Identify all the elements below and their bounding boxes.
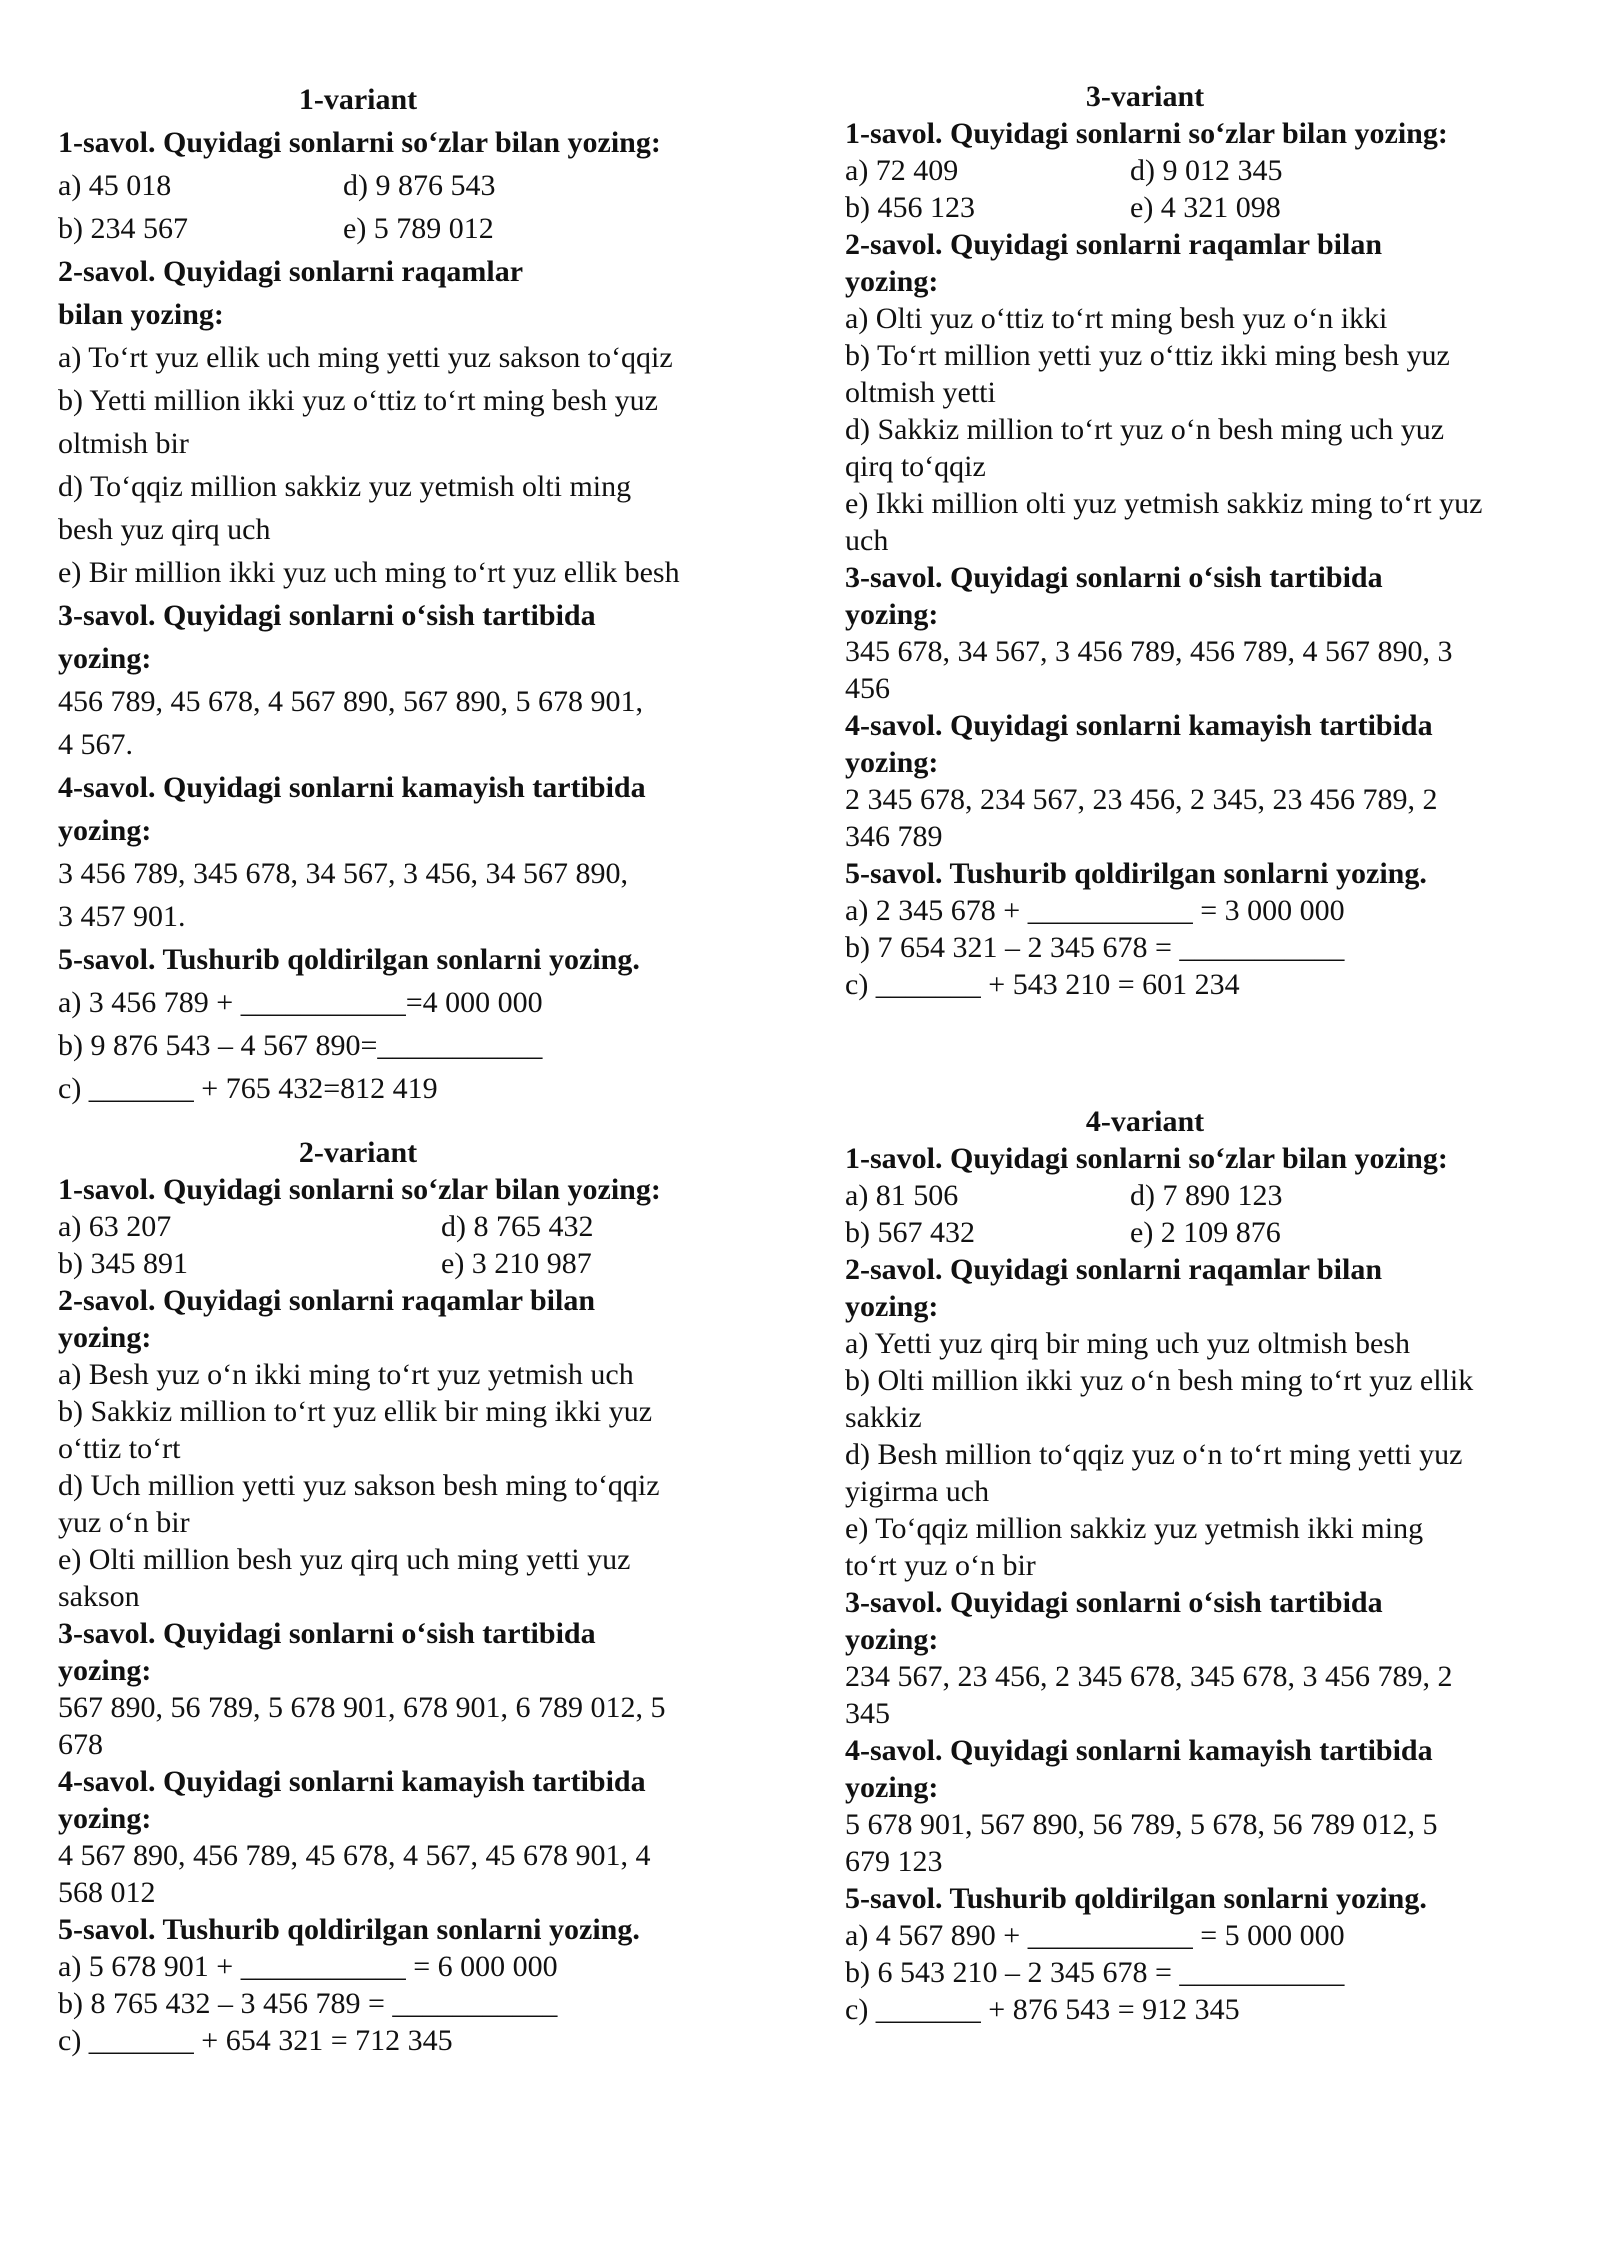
question-1-row xyxy=(845,189,1545,226)
question-1-heading: 1-savol. Quyidagi sonlarni so‘zlar bilan yozing: xyxy=(58,126,661,159)
text-line: besh yuz qirq uch xyxy=(58,513,271,546)
item-a: a) 45 018 xyxy=(58,169,172,202)
text-line: b) 8 765 432 – 3 456 789 = ___________ xyxy=(58,1987,558,2020)
text-line: uch xyxy=(845,524,889,557)
question-2-heading: 2-savol. Quyidagi sonlarni raqamlar xyxy=(58,255,524,288)
text-line: b) Sakkiz million to‘rt yuz ellik bir ming ikki yuz xyxy=(58,1395,653,1428)
text-line: d) To‘qqiz million sakkiz yuz yetmish olti ming xyxy=(58,470,632,503)
question-1-row xyxy=(845,152,1545,189)
question-2-heading: bilan yozing: xyxy=(58,298,224,331)
text-line: sakkiz xyxy=(845,1401,922,1434)
question-2-heading: yozing: xyxy=(845,265,939,298)
text-line: a) To‘rt yuz ellik uch ming yetti yuz sakson to‘qqiz xyxy=(58,341,673,374)
text-line: 345 678, 34 567, 3 456 789, 456 789, 4 567 890, 3 xyxy=(845,635,1453,668)
text-line: 3 457 901. xyxy=(58,900,186,933)
question-4-heading: yozing: xyxy=(58,1802,152,1835)
text-line: d) Sakkiz million to‘rt yuz o‘n besh ming uch yuz xyxy=(845,413,1445,446)
question-1-row xyxy=(58,1245,748,1282)
text-line: yigirma uch xyxy=(845,1475,990,1508)
question-1-row xyxy=(58,164,748,207)
item-e: e) 4 321 098 xyxy=(1130,191,1281,224)
text-line: 456 789, 45 678, 4 567 890, 567 890, 5 678 901, xyxy=(58,685,643,718)
text-line: 234 567, 23 456, 2 345 678, 345 678, 3 456 789, 2 xyxy=(845,1660,1453,1693)
item-b: b) 345 891 xyxy=(58,1247,188,1280)
question-1-row xyxy=(58,1208,748,1245)
question-4-heading: yozing: xyxy=(845,1771,939,1804)
variant-title: 4-variant xyxy=(1085,1105,1205,1138)
question-2-heading: 2-savol. Quyidagi sonlarni raqamlar bilan xyxy=(845,228,1383,261)
text-line: yuz o‘n bir xyxy=(58,1506,190,1539)
question-3-heading: yozing: xyxy=(845,1623,939,1656)
text-line: e) Bir million ikki yuz uch ming to‘rt yuz ellik besh xyxy=(58,556,680,589)
text-line: a) 4 567 890 + ___________ = 5 000 000 xyxy=(845,1919,1345,1952)
question-4-heading: 4-savol. Quyidagi sonlarni kamayish tartibida xyxy=(58,1765,646,1798)
item-d: d) 9 012 345 xyxy=(1130,154,1283,187)
question-3-heading: yozing: xyxy=(845,598,939,631)
question-3-heading: yozing: xyxy=(58,1654,152,1687)
question-1-heading: 1-savol. Quyidagi sonlarni so‘zlar bilan yozing: xyxy=(845,117,1448,150)
question-5-heading: 5-savol. Tushurib qoldirilgan sonlarni yozing. xyxy=(845,1882,1427,1915)
text-line: 678 xyxy=(58,1728,103,1761)
text-line: 456 xyxy=(845,672,890,705)
text-line: 2 345 678, 234 567, 23 456, 2 345, 23 456 789, 2 xyxy=(845,783,1438,816)
text-line: a) 5 678 901 + ___________ = 6 000 000 xyxy=(58,1950,558,1983)
text-line: 346 789 xyxy=(845,820,943,853)
question-4-heading: 4-savol. Quyidagi sonlarni kamayish tartibida xyxy=(845,709,1433,742)
question-2-heading: yozing: xyxy=(58,1321,152,1354)
text-line: e) To‘qqiz million sakkiz yuz yetmish ikki ming xyxy=(845,1512,1424,1545)
text-line: e) Ikki million olti yuz yetmish sakkiz ming to‘rt yuz xyxy=(845,487,1483,520)
variant-3 xyxy=(845,78,1545,1003)
item-b: b) 567 432 xyxy=(845,1216,975,1249)
text-line: 5 678 901, 567 890, 56 789, 5 678, 56 789 012, 5 xyxy=(845,1808,1438,1841)
text-line: d) Besh million to‘qqiz yuz o‘n to‘rt ming yetti yuz xyxy=(845,1438,1463,1471)
question-4-heading: 4-savol. Quyidagi sonlarni kamayish tartibida xyxy=(845,1734,1433,1767)
text-line: a) Olti yuz o‘ttiz to‘rt ming besh yuz o‘n ikki xyxy=(845,302,1388,335)
text-line: b) 9 876 543 – 4 567 890=___________ xyxy=(58,1029,543,1062)
text-line: oltmish yetti xyxy=(845,376,996,409)
item-b: b) 234 567 xyxy=(58,212,188,245)
text-line: b) To‘rt million yetti yuz o‘ttiz ikki ming besh yuz xyxy=(845,339,1450,372)
item-d: d) 7 890 123 xyxy=(1130,1179,1283,1212)
item-d: d) 9 876 543 xyxy=(343,169,496,202)
question-4-heading: 4-savol. Quyidagi sonlarni kamayish tartibida xyxy=(58,771,646,804)
text-line: a) Yetti yuz qirq bir ming uch yuz oltmish besh xyxy=(845,1327,1410,1360)
text-line: c) _______ + 876 543 = 912 345 xyxy=(845,1993,1240,2026)
item-b: b) 456 123 xyxy=(845,191,975,224)
text-line: e) Olti million besh yuz qirq uch ming yetti yuz xyxy=(58,1543,631,1576)
item-a: a) 72 409 xyxy=(845,154,959,187)
text-line: 345 xyxy=(845,1697,890,1730)
question-3-heading: 3-savol. Quyidagi sonlarni o‘sish tartibida xyxy=(845,1586,1383,1619)
item-d: d) 8 765 432 xyxy=(441,1210,594,1243)
item-e: e) 5 789 012 xyxy=(343,212,494,245)
text-line: oltmish bir xyxy=(58,427,189,460)
text-line: to‘rt yuz o‘n bir xyxy=(845,1549,1036,1582)
question-4-heading: yozing: xyxy=(845,746,939,779)
text-line: a) Besh yuz o‘n ikki ming to‘rt yuz yetmish uch xyxy=(58,1358,634,1391)
question-3-heading: 3-savol. Quyidagi sonlarni o‘sish tartibida xyxy=(845,561,1383,594)
text-line: o‘ttiz to‘rt xyxy=(58,1432,181,1465)
item-e: e) 3 210 987 xyxy=(441,1247,592,1280)
question-2-heading: 2-savol. Quyidagi sonlarni raqamlar bilan xyxy=(845,1253,1383,1286)
text-line: b) 7 654 321 – 2 345 678 = ___________ xyxy=(845,931,1345,964)
text-line: c) _______ + 654 321 = 712 345 xyxy=(58,2024,453,2057)
question-3-heading: 3-savol. Quyidagi sonlarni o‘sish tartibida xyxy=(58,1617,596,1650)
variant-2 xyxy=(58,1134,748,2059)
text-line: qirq to‘qqiz xyxy=(845,450,986,483)
question-3-heading: yozing: xyxy=(58,642,152,675)
question-5-heading: 5-savol. Tushurib qoldirilgan sonlarni yozing. xyxy=(845,857,1427,890)
text-line: 568 012 xyxy=(58,1876,156,1909)
text-line: b) 6 543 210 – 2 345 678 = ___________ xyxy=(845,1956,1345,1989)
text-line: sakson xyxy=(58,1580,140,1613)
variant-title: 2-variant xyxy=(298,1136,418,1169)
question-2-heading: yozing: xyxy=(845,1290,939,1323)
variant-1 xyxy=(58,78,748,1110)
text-line: b) Yetti million ikki yuz o‘ttiz to‘rt ming besh yuz xyxy=(58,384,658,417)
variant-title: 1-variant xyxy=(298,83,418,116)
text-line: b) Olti million ikki yuz o‘n besh ming to‘rt yuz ellik xyxy=(845,1364,1474,1397)
text-line: 679 123 xyxy=(845,1845,943,1878)
variant-4 xyxy=(845,1103,1545,2028)
text-line: c) _______ + 765 432=812 419 xyxy=(58,1072,438,1105)
question-3-heading: 3-savol. Quyidagi sonlarni o‘sish tartibida xyxy=(58,599,596,632)
variant-title: 3-variant xyxy=(1085,80,1205,113)
question-1-row xyxy=(845,1214,1545,1251)
text-line: d) Uch million yetti yuz sakson besh ming to‘qqiz xyxy=(58,1469,660,1502)
question-1-row xyxy=(58,207,748,250)
text-line: 567 890, 56 789, 5 678 901, 678 901, 6 789 012, 5 xyxy=(58,1691,666,1724)
question-1-row xyxy=(845,1177,1545,1214)
question-5-heading: 5-savol. Tushurib qoldirilgan sonlarni yozing. xyxy=(58,1913,640,1946)
item-a: a) 81 506 xyxy=(845,1179,959,1212)
question-5-heading: 5-savol. Tushurib qoldirilgan sonlarni yozing. xyxy=(58,943,640,976)
question-2-heading: 2-savol. Quyidagi sonlarni raqamlar bilan xyxy=(58,1284,596,1317)
item-a: a) 63 207 xyxy=(58,1210,172,1243)
question-1-heading: 1-savol. Quyidagi sonlarni so‘zlar bilan yozing: xyxy=(845,1142,1448,1175)
text-line: 3 456 789, 345 678, 34 567, 3 456, 34 567 890, xyxy=(58,857,628,890)
item-e: e) 2 109 876 xyxy=(1130,1216,1281,1249)
text-line: a) 2 345 678 + ___________ = 3 000 000 xyxy=(845,894,1345,927)
text-line: 4 567 890, 456 789, 45 678, 4 567, 45 678 901, 4 xyxy=(58,1839,651,1872)
question-1-heading: 1-savol. Quyidagi sonlarni so‘zlar bilan yozing: xyxy=(58,1173,661,1206)
text-line: c) _______ + 543 210 = 601 234 xyxy=(845,968,1240,1001)
text-line: a) 3 456 789 + ___________=4 000 000 xyxy=(58,986,543,1019)
question-4-heading: yozing: xyxy=(58,814,152,847)
text-line: 4 567. xyxy=(58,728,133,761)
